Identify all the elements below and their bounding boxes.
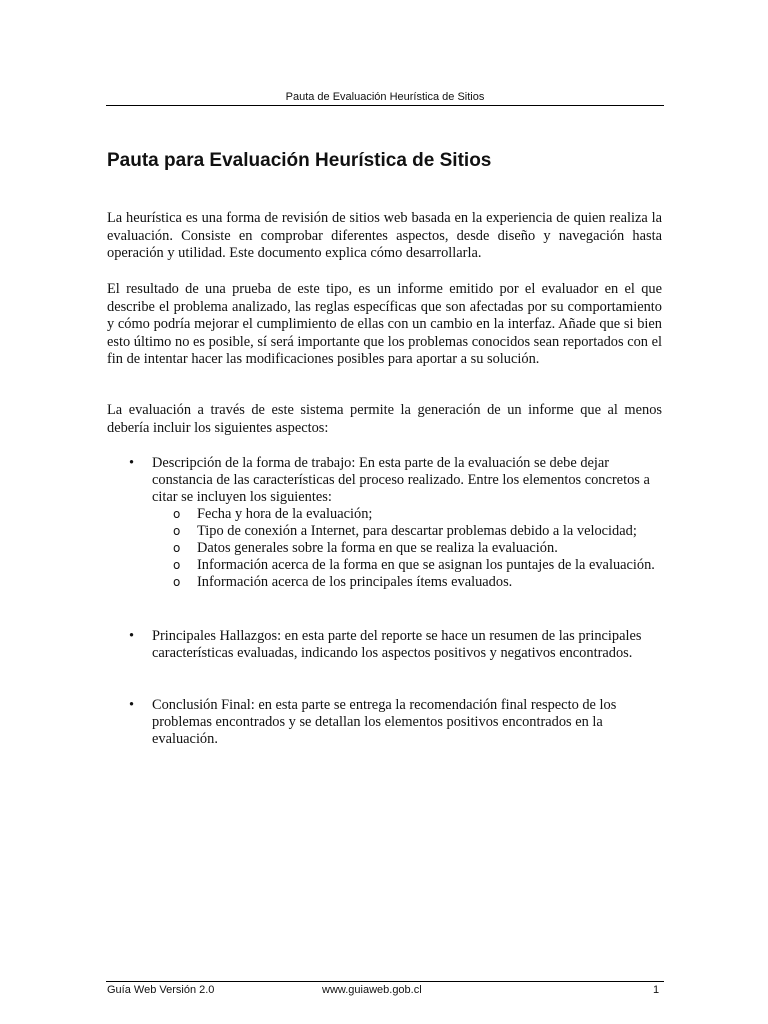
paragraph-intro: La heurística es una forma de revisión de sitios web basada en la experiencia de quien realiza la evaluación. Consiste en comprobar diferentes aspectos, desde diseño y navegación hasta operación y utilidad. Este documento explica cómo desarrollarla. bbox=[107, 210, 662, 261]
circle-bullet-icon: o bbox=[173, 524, 181, 538]
list-item-text: Principales Hallazgos: en esta parte del reporte se hace un resumen de las principales características evaluadas, indicando los aspectos positivos y negativos encontrados. bbox=[152, 628, 642, 661]
bullet-list bbox=[107, 628, 667, 662]
running-header: Pauta de Evaluación Heurística de Sitios bbox=[285, 91, 485, 103]
page-number: 1 bbox=[653, 984, 660, 996]
bullet-icon: • bbox=[129, 697, 135, 713]
sub-list-item bbox=[152, 557, 667, 574]
footer-divider bbox=[106, 981, 664, 982]
circle-bullet-icon: o bbox=[173, 507, 181, 521]
footer-version: Guía Web Versión 2.0 bbox=[107, 984, 215, 996]
list-item-main-findings bbox=[107, 628, 667, 662]
sub-list bbox=[152, 506, 667, 591]
circle-bullet-icon: o bbox=[173, 575, 181, 589]
sub-list-item-text: Información acerca de los principales ítems evaluados. bbox=[197, 574, 513, 590]
sub-list-item-text: Información acerca de la forma en que se asignan los puntajes de la evaluación. bbox=[197, 557, 655, 573]
circle-bullet-icon: o bbox=[173, 541, 181, 555]
sub-list-item-text: Datos generales sobre la forma en que se realiza la evaluación. bbox=[197, 540, 558, 556]
bullet-icon: • bbox=[129, 455, 135, 471]
list-item-text: Conclusión Final: en esta parte se entrega la recomendación final respecto de los problemas encontrados y se detallan los elementos positivos encontrados en la evaluación. bbox=[152, 697, 617, 747]
page-title: Pauta para Evaluación Heurística de Sitios bbox=[107, 150, 492, 171]
bullet-list bbox=[107, 697, 667, 748]
sub-list-item bbox=[152, 523, 667, 540]
header-divider bbox=[106, 105, 664, 106]
paragraph-evaluation: La evaluación a través de este sistema permite la generación de un informe que al menos debería incluir los siguientes aspectos: bbox=[107, 402, 662, 436]
footer-url: www.guiaweb.gob.cl bbox=[322, 984, 422, 996]
list-item-final-conclusion bbox=[107, 697, 667, 748]
paragraph-result: El resultado de una prueba de este tipo, es un informe emitido por el evaluador en el que describe el problema analizado, las reglas específicas que son afectadas por su comportamiento y cómo podría mejorar el cumplimiento de ellas con un cambio en la interfaz. Añade que si bien esto último no es posible, sí será importante que los problemas conocidos sean reportados con el fin de intentar hacer las modificaciones posibles para aportar a su solución. bbox=[107, 281, 662, 367]
list-item-work-description bbox=[107, 455, 667, 591]
sub-list-item bbox=[152, 506, 667, 523]
sub-list-item-text: Fecha y hora de la evaluación; bbox=[197, 506, 373, 522]
sub-list-item bbox=[152, 540, 667, 557]
bullet-list bbox=[107, 455, 667, 591]
list-item-text: Descripción de la forma de trabajo: En esta parte de la evaluación se debe dejar constancia de las características del proceso realizado. Entre los elementos concretos a citar se incluyen los siguientes: bbox=[152, 455, 650, 505]
sub-list-item bbox=[152, 574, 667, 591]
sub-list-item-text: Tipo de conexión a Internet, para descartar problemas debido a la velocidad; bbox=[197, 523, 637, 539]
circle-bullet-icon: o bbox=[173, 558, 181, 572]
bullet-icon: • bbox=[129, 628, 135, 644]
